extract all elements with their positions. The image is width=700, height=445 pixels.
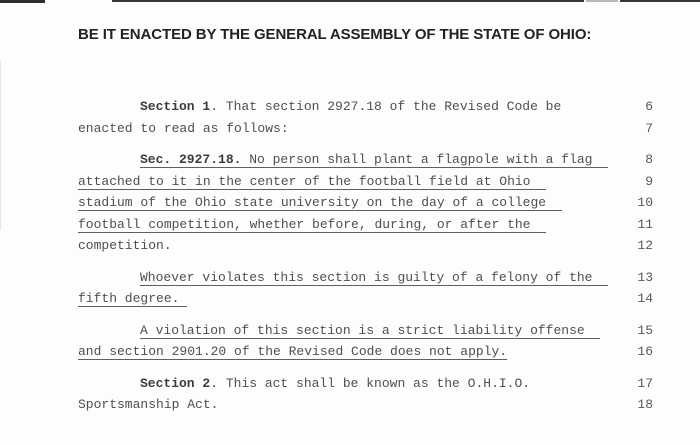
- line-text: stadium of the Ohio state university on the day of a college: [78, 195, 562, 210]
- line-number: 9: [645, 173, 653, 189]
- line-number: 16: [637, 344, 653, 359]
- line-number: 14: [637, 291, 653, 306]
- line-number: 12: [637, 238, 653, 253]
- text-line: [0, 341, 700, 363]
- line-text: Section 1. That section 2927.18 of the Revised Code be: [140, 99, 562, 114]
- text-line: [0, 118, 700, 140]
- text-line: [0, 192, 700, 214]
- line-number: 18: [637, 397, 653, 412]
- line-number: 13: [637, 269, 653, 285]
- text-line: [0, 171, 700, 193]
- text-line: [0, 373, 700, 395]
- line-number: 6: [645, 99, 653, 114]
- line-text: A violation of this section is a strict liability offense: [140, 322, 601, 338]
- text-line: [0, 267, 700, 289]
- cropped-text-artifact: [586, 0, 618, 2]
- line-number: 15: [637, 322, 653, 338]
- line-text: Sportsmanship Act.: [78, 397, 219, 412]
- cropped-text-artifact: [620, 0, 700, 2]
- line-text: football competition, whether before, during, or after the: [78, 216, 547, 232]
- line-number: 17: [637, 375, 653, 391]
- line-text: Whoever violates this section is guilty of a felony of the: [140, 269, 609, 285]
- text-line: [0, 96, 700, 118]
- cropped-text-artifact: [0, 0, 45, 3]
- text-line: [0, 214, 700, 236]
- line-text: fifth degree.: [78, 291, 188, 306]
- document-body: [0, 86, 700, 416]
- text-line: [0, 235, 700, 257]
- line-text: enacted to read as follows:: [78, 120, 289, 136]
- line-number: 8: [645, 152, 653, 167]
- enacting-clause: BE IT ENACTED BY THE GENERAL ASSEMBLY OF THE STATE OF OHIO:: [78, 26, 592, 43]
- line-number: 11: [637, 216, 653, 232]
- line-text: Section 2. This act shall be known as the O.H.I.O.: [140, 375, 531, 391]
- line-text: competition.: [78, 238, 172, 253]
- text-line: [0, 320, 700, 342]
- text-line: [0, 394, 700, 416]
- line-text: and section 2901.20 of the Revised Code does not apply.: [78, 344, 508, 359]
- line-number: 7: [645, 120, 653, 136]
- line-text: Sec. 2927.18. No person shall plant a flagpole with a flag: [140, 152, 609, 167]
- cropped-text-artifact: [112, 0, 584, 2]
- text-line: [0, 288, 700, 310]
- line-number: 10: [637, 195, 653, 210]
- text-line: [0, 149, 700, 171]
- line-text: attached to it in the center of the football field at Ohio: [78, 173, 547, 189]
